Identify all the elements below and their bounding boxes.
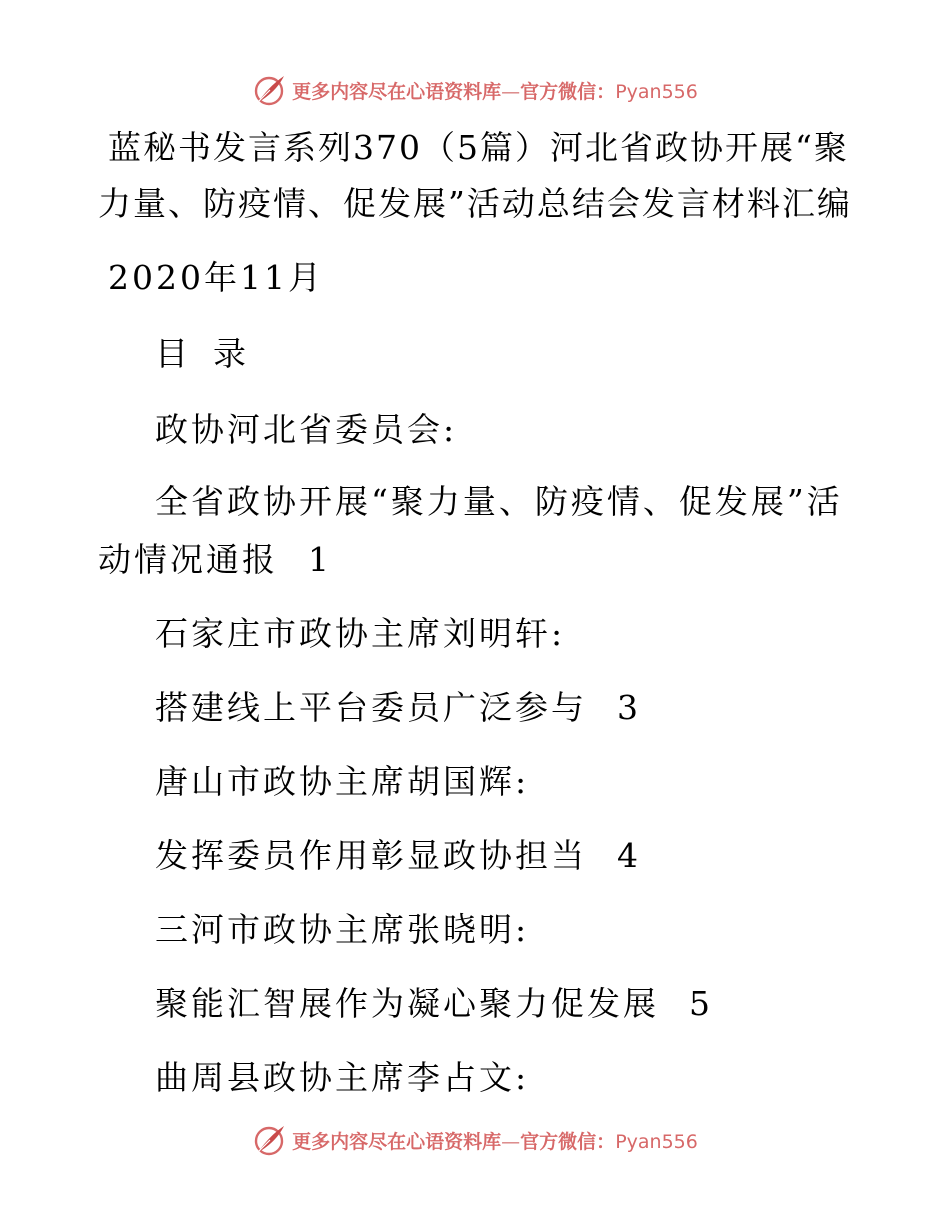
- watermark-wechat-id: Pyan556: [615, 1130, 698, 1153]
- watermark-footer: [0, 1120, 950, 1160]
- feather-logo-icon: [252, 1122, 288, 1158]
- watermark-wechat-label: 官方微信：: [520, 1130, 616, 1153]
- toc-entry-page-number: 3: [617, 688, 641, 727]
- document-date: 2020年11月: [108, 258, 324, 297]
- watermark-main-text: 更多内容尽在心语资料库: [292, 80, 502, 103]
- toc-entry-author: 石家庄市政协主席刘明轩:: [155, 614, 566, 653]
- watermark-wechat-id: Pyan556: [615, 80, 698, 103]
- toc-entry-author: 唐山市政协主席胡国辉:: [155, 762, 530, 801]
- watermark-main-text: 更多内容尽在心语资料库: [292, 1130, 502, 1153]
- toc-entry-author: 曲周县政协主席李占文:: [155, 1058, 530, 1097]
- document-title-line-1: 蓝秘书发言系列370（5篇）河北省政协开展“聚: [108, 128, 849, 167]
- toc-entry-page-number: 1: [308, 540, 332, 579]
- toc-entry-page-number: 4: [617, 836, 641, 875]
- feather-logo-icon: [252, 72, 288, 108]
- watermark-separator: —: [501, 1130, 521, 1153]
- toc-entry-title: 聚能汇智展作为凝心聚力促发展 5: [155, 984, 713, 1023]
- toc-entry-title: 搭建线上平台委员广泛参与 3: [155, 688, 641, 727]
- watermark-header: [0, 70, 950, 110]
- watermark-wechat-label: 官方微信：: [520, 80, 616, 103]
- toc-entry-title-continued: 动情况通报 1: [98, 540, 332, 579]
- toc-entry-title: 全省政协开展“聚力量、防疫情、促发展”活: [155, 482, 843, 521]
- toc-entry-page-number: 5: [689, 984, 713, 1023]
- toc-entry-author: 三河市政协主席张晓明:: [155, 910, 530, 949]
- document-title-line-2: 力量、防疫情、促发展”活动总结会发言材料汇编: [98, 184, 852, 223]
- toc-entry-author: 政协河北省委员会:: [155, 410, 458, 449]
- toc-entry-title: 发挥委员作用彰显政协担当 4: [155, 836, 641, 875]
- watermark-separator: —: [501, 80, 521, 103]
- toc-heading: 目 录: [155, 334, 249, 373]
